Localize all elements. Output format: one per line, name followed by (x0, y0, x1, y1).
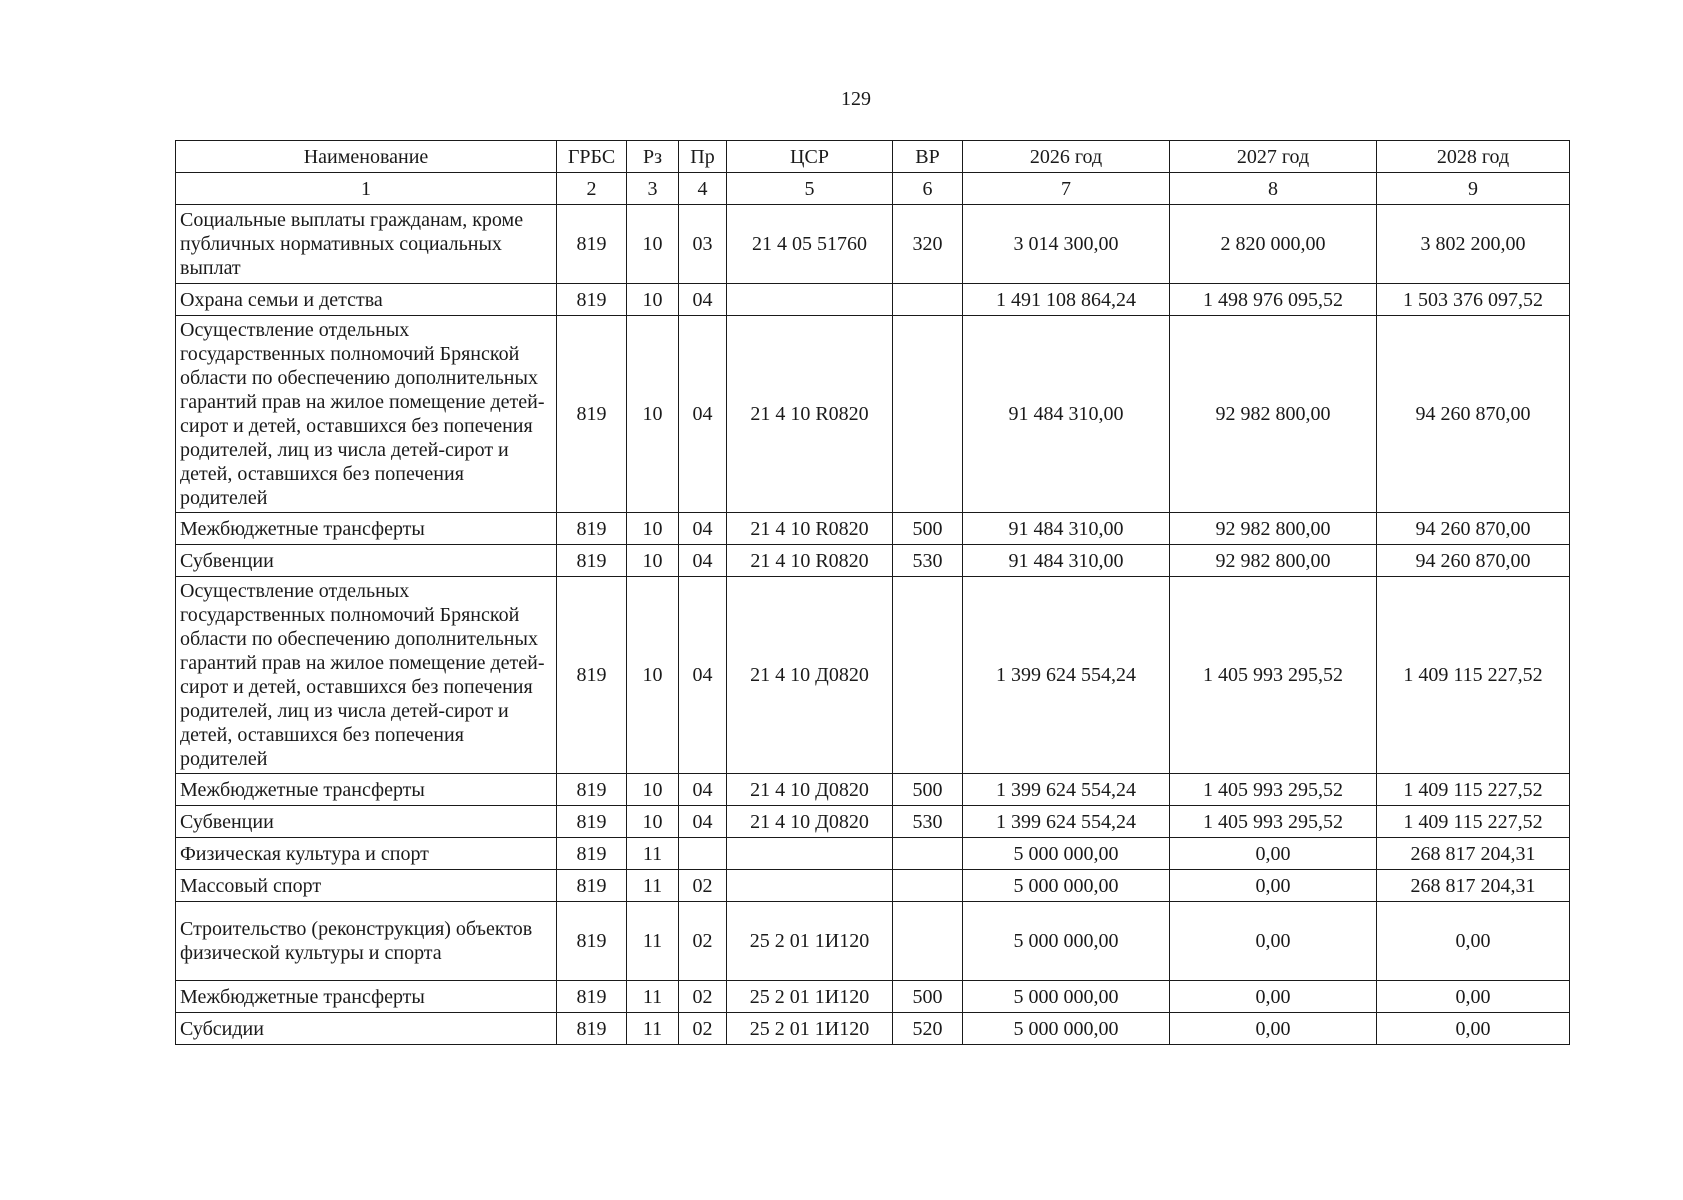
header-vr: ВР (893, 141, 963, 173)
row-pr: 04 (679, 774, 727, 806)
header-grbs: ГРБС (557, 141, 627, 173)
row-name: Субвенции (176, 806, 557, 838)
row-vr (893, 870, 963, 902)
row-grbs: 819 (557, 902, 627, 981)
row-vr (893, 284, 963, 316)
row-vr (893, 316, 963, 513)
row-csr: 21 4 10 Д0820 (727, 774, 893, 806)
row-2028: 1 409 115 227,52 (1377, 577, 1570, 774)
row-2026: 1 491 108 864,24 (963, 284, 1170, 316)
row-2026: 1 399 624 554,24 (963, 774, 1170, 806)
row-2026: 1 399 624 554,24 (963, 806, 1170, 838)
row-2028: 0,00 (1377, 1013, 1570, 1045)
table-row (176, 577, 1570, 774)
column-number: 5 (727, 173, 893, 205)
table-row (176, 806, 1570, 838)
row-2027: 92 982 800,00 (1170, 513, 1377, 545)
row-pr: 02 (679, 902, 727, 981)
row-csr: 21 4 10 Д0820 (727, 806, 893, 838)
row-name: Субвенции (176, 545, 557, 577)
row-name: Межбюджетные трансферты (176, 981, 557, 1013)
row-grbs: 819 (557, 806, 627, 838)
row-grbs: 819 (557, 205, 627, 284)
row-2027: 92 982 800,00 (1170, 316, 1377, 513)
row-rz: 10 (627, 316, 679, 513)
row-name: Массовый спорт (176, 870, 557, 902)
column-number: 6 (893, 173, 963, 205)
table-row (176, 774, 1570, 806)
row-vr: 500 (893, 981, 963, 1013)
row-2028: 1 409 115 227,52 (1377, 774, 1570, 806)
row-grbs: 819 (557, 577, 627, 774)
table-row (176, 902, 1570, 981)
row-grbs: 819 (557, 838, 627, 870)
table-row (176, 316, 1570, 513)
row-pr: 04 (679, 545, 727, 577)
table-row (176, 284, 1570, 316)
column-number: 7 (963, 173, 1170, 205)
row-name: Межбюджетные трансферты (176, 513, 557, 545)
table-header (176, 141, 1570, 173)
row-grbs: 819 (557, 545, 627, 577)
header-csr: ЦСР (727, 141, 893, 173)
table-row (176, 838, 1570, 870)
row-csr: 21 4 10 R0820 (727, 545, 893, 577)
row-vr (893, 902, 963, 981)
row-vr: 530 (893, 806, 963, 838)
row-2027: 0,00 (1170, 1013, 1377, 1045)
row-2027: 2 820 000,00 (1170, 205, 1377, 284)
row-grbs: 819 (557, 774, 627, 806)
row-rz: 10 (627, 774, 679, 806)
row-grbs: 819 (557, 284, 627, 316)
budget-table (175, 140, 1570, 1045)
row-2026: 1 399 624 554,24 (963, 577, 1170, 774)
row-2027: 1 405 993 295,52 (1170, 774, 1377, 806)
row-grbs: 819 (557, 316, 627, 513)
row-2027: 1 405 993 295,52 (1170, 577, 1377, 774)
row-pr: 03 (679, 205, 727, 284)
row-2028: 3 802 200,00 (1377, 205, 1570, 284)
header-rz: Рз (627, 141, 679, 173)
column-number: 4 (679, 173, 727, 205)
row-2028: 94 260 870,00 (1377, 545, 1570, 577)
row-2027: 1 498 976 095,52 (1170, 284, 1377, 316)
header-2026: 2026 год (963, 141, 1170, 173)
row-name: Физическая культура и спорт (176, 838, 557, 870)
row-2026: 5 000 000,00 (963, 902, 1170, 981)
row-csr: 25 2 01 1И120 (727, 902, 893, 981)
row-2027: 0,00 (1170, 838, 1377, 870)
row-name: Осуществление отдельных государственных полномочий Брянской области по обеспечению дополнительных гарантий прав на жилое помещение детей-сирот и детей, оставшихся без попечения родителей, лиц из числа детей-сирот и детей, оставшихся без попечения родителей (176, 316, 557, 513)
row-rz: 10 (627, 284, 679, 316)
row-rz: 11 (627, 902, 679, 981)
table-row (176, 205, 1570, 284)
row-grbs: 819 (557, 1013, 627, 1045)
row-vr (893, 838, 963, 870)
row-csr: 25 2 01 1И120 (727, 1013, 893, 1045)
row-csr: 21 4 10 R0820 (727, 513, 893, 545)
header-name: Наименование (176, 141, 557, 173)
row-rz: 11 (627, 981, 679, 1013)
row-2026: 5 000 000,00 (963, 838, 1170, 870)
row-rz: 10 (627, 577, 679, 774)
row-2028: 268 817 204,31 (1377, 870, 1570, 902)
row-pr: 02 (679, 981, 727, 1013)
column-number: 3 (627, 173, 679, 205)
row-vr: 530 (893, 545, 963, 577)
column-number: 1 (176, 173, 557, 205)
column-number: 9 (1377, 173, 1570, 205)
row-2028: 0,00 (1377, 902, 1570, 981)
column-number: 2 (557, 173, 627, 205)
row-2026: 5 000 000,00 (963, 981, 1170, 1013)
row-2026: 5 000 000,00 (963, 870, 1170, 902)
row-name: Осуществление отдельных государственных полномочий Брянской области по обеспечению дополнительных гарантий прав на жилое помещение детей-сирот и детей, оставшихся без попечения родителей, лиц из числа детей-сирот и детей, оставшихся без попечения родителей (176, 577, 557, 774)
row-2028: 1 503 376 097,52 (1377, 284, 1570, 316)
row-pr: 04 (679, 284, 727, 316)
row-csr: 25 2 01 1И120 (727, 981, 893, 1013)
row-rz: 11 (627, 870, 679, 902)
row-pr: 04 (679, 577, 727, 774)
row-2026: 91 484 310,00 (963, 316, 1170, 513)
row-grbs: 819 (557, 981, 627, 1013)
header-2028: 2028 год (1377, 141, 1570, 173)
row-name: Строительство (реконструкция) объектов физической культуры и спорта (176, 902, 557, 981)
page-number: 129 (841, 88, 871, 110)
row-2028: 94 260 870,00 (1377, 316, 1570, 513)
row-csr: 21 4 05 51760 (727, 205, 893, 284)
row-name: Субсидии (176, 1013, 557, 1045)
row-2028: 0,00 (1377, 981, 1570, 1013)
row-2027: 92 982 800,00 (1170, 545, 1377, 577)
table-row (176, 545, 1570, 577)
row-2028: 268 817 204,31 (1377, 838, 1570, 870)
row-2028: 1 409 115 227,52 (1377, 806, 1570, 838)
header-pr: Пр (679, 141, 727, 173)
row-2027: 0,00 (1170, 981, 1377, 1013)
row-grbs: 819 (557, 513, 627, 545)
row-rz: 10 (627, 806, 679, 838)
row-rz: 10 (627, 205, 679, 284)
row-vr: 500 (893, 774, 963, 806)
row-name: Охрана семьи и детства (176, 284, 557, 316)
header-2027: 2027 год (1170, 141, 1377, 173)
column-number-row (176, 173, 1570, 205)
row-2027: 1 405 993 295,52 (1170, 806, 1377, 838)
row-2028: 94 260 870,00 (1377, 513, 1570, 545)
row-vr: 520 (893, 1013, 963, 1045)
row-rz: 11 (627, 1013, 679, 1045)
table-row (176, 981, 1570, 1013)
table-body (176, 173, 1570, 1045)
table-row (176, 870, 1570, 902)
row-csr: 21 4 10 Д0820 (727, 577, 893, 774)
row-2027: 0,00 (1170, 902, 1377, 981)
row-csr (727, 284, 893, 316)
row-2026: 91 484 310,00 (963, 545, 1170, 577)
row-2026: 3 014 300,00 (963, 205, 1170, 284)
column-number: 8 (1170, 173, 1377, 205)
row-vr: 320 (893, 205, 963, 284)
row-vr (893, 577, 963, 774)
row-2026: 5 000 000,00 (963, 1013, 1170, 1045)
row-rz: 10 (627, 545, 679, 577)
row-pr: 04 (679, 806, 727, 838)
row-name: Межбюджетные трансферты (176, 774, 557, 806)
table-row (176, 1013, 1570, 1045)
row-grbs: 819 (557, 870, 627, 902)
row-vr: 500 (893, 513, 963, 545)
row-name: Социальные выплаты гражданам, кроме публичных нормативных социальных выплат (176, 205, 557, 284)
row-pr: 02 (679, 870, 727, 902)
row-2026: 91 484 310,00 (963, 513, 1170, 545)
row-pr: 02 (679, 1013, 727, 1045)
row-rz: 11 (627, 838, 679, 870)
row-rz: 10 (627, 513, 679, 545)
header-row (176, 141, 1570, 173)
row-pr: 04 (679, 316, 727, 513)
row-2027: 0,00 (1170, 870, 1377, 902)
row-csr: 21 4 10 R0820 (727, 316, 893, 513)
row-csr (727, 870, 893, 902)
row-pr (679, 838, 727, 870)
row-pr: 04 (679, 513, 727, 545)
table-row (176, 513, 1570, 545)
row-csr (727, 838, 893, 870)
